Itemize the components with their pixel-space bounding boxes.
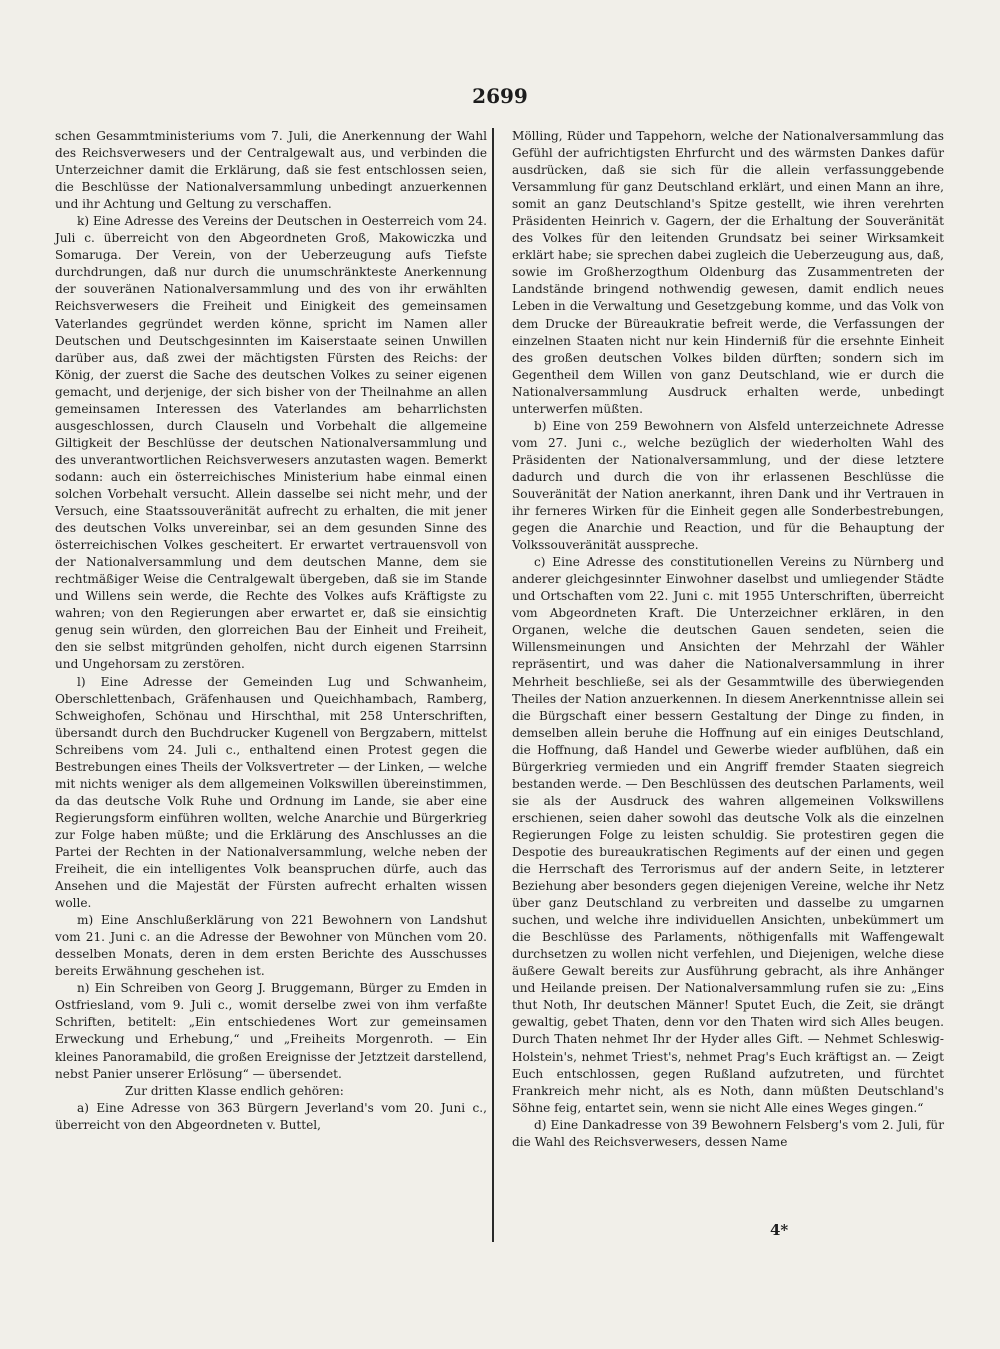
paragraph: c) Eine Adresse des constitutionellen Vereins zu Nürnberg und anderer gleichgesinnter Einwohner daselbst und umliegender Städte und Ortschaften vom 22. Juni c. mit 1955 Unterschriften, überreicht vom Abgeordneten Kraft. Die Unterzeichner erklären, in den Organen, welche die deutschen Gauen sendeten, seien die Willensmeinungen und Ansichten der Mehrzahl der Wähler repräsentirt, und was daher die Nationalversammlung in ihrer Mehrheit beschließe, sei als der Gesammtwille des überwiegenden Theiles der Nation anzuerkennen. In diesem Anerkenntnisse allein sei die Bürgschaft einer bessern Gestaltung der Dinge zu finden, in demselben allein beruhe die Hoffnung auf ein einiges Deutschland, die Hoffnung, daß Handel und Gewerbe wieder aufblühen, daß ein Bürgerkrieg vermieden und ein Angriff fremder Staaten siegreich bestanden werde. — Den Beschlüssen des deutschen Parlaments, weil sie als der Ausdruck des wahren allgemeinen Volkswillens erschienen, seien daher sowohl das deutsche Volk als die einzelnen Regierungen Folge zu leisten schuldig. Sie protestiren gegen die Despotie des bureaukratischen Regiments auf der einen und gegen die Herrschaft des Terrorismus auf der andern Seite, in letzterer Beziehung aber besonders gegen diejenigen Vereine, welche ihr Netz über ganz Deutschland zu verbreiten und dasselbe zu umgarnen suchen, und welche ihre individuellen Ansichten, unbekümmert um die Beschlüsse des Parlaments, nöthigenfalls mit Waffengewalt durchsetzen zu wollen nicht verfehlen, und Diejenigen, welche diese äußere Gewalt bereits zur Ausführung gebracht, als ihre Anhänger und Heilande preisen. Der Nationalversammlung rufen sie zu: „Eins thut Noth, Ihr deutschen Männer! Sputet Euch, die Zeit, sie drängt gewaltig, gebet Thaten, denn vor den Thaten wird sich Alles beugen. Durch Thaten nehmet Ihr der Hyder alles Gift. — Nehmet Schleswig-Holstein's, nehmet Triest's, nehmet Prag's Euch kräftigst an. — Zeigt Euch entschlossen, gegen Rußland aufzutreten, und fürchtet Frankreich mehr nicht, als es Noth, dann müßten Deutschland's Söhne feig, entartet sein, wenn sie nicht Alle eines Weges gingen.“ [512, 555, 944, 1115]
paragraph: a) Eine Adresse von 363 Bürgern Jeverland's vom 20. Juni c., überreicht von den Abgeordneten v. Buttel, [55, 1100, 487, 1132]
paragraph: k) Eine Adresse des Vereins der Deutschen in Oesterreich vom 24. Juli c. überreicht von den Abgeordneten Groß, Makowiczka und Somaruga. Der Verein, von der Ueberzeugung aufs Tiefste durchdrungen, daß nur durch die unumschränkteste Anerkennung der souveränen Nationalversammlung und des von ihr erwählten Reichsverwesers die Freiheit und Einigkeit des gemeinsamen Vaterlandes gegründet werden könne, spricht im Namen aller Deutschen und Deutschgesinnten im Kaiserstaate seinen Unwillen darüber aus, daß zwei der mächtigsten Fürsten des Reichs: der König, der zuerst die Sache des deutschen Volkes zu seiner eigenen gemacht, und derjenige, der sich bisher von der Theilnahme an allen gemeinsamen Interessen des Vaterlandes am beharrlichsten ausgeschlossen, durch Clauseln und Vorbehalt die allgemeine Giltigkeit der Beschlüsse der deutschen Nationalversammlung und des unverantwortlichen Reichsverwesers anzutasten wagen. Bemerkt sodann: auch ein österreichisches Ministerium habe einmal einen solchen Vorbehalt versucht. Allein dasselbe sei nicht mehr, und der Versuch, eine Staatssouveränität aufrecht zu erhalten, die mit jener des deutschen Volks unvereinbar, sei an dem gesunden Sinne des österreichischen Volkes gescheitert. Er erwartet vertrauensvoll von der Nationalversammlung und dem deutschen Manne, dem sie rechtmäßiger Weise die Centralgewalt übergeben, daß sie im Stande und Willens sein werde, die Rechte des Volkes aufs Kräftigste zu wahren; von den Regierungen aber erwartet er, daß sie einsichtig genug sein würden, den glorreichen Bau der Einheit und Freiheit, den sie selbst mitgründen geholfen, nicht durch eigenen Starrsinn und Ungehorsam zu zerstören. [55, 214, 487, 672]
paragraph: l) Eine Adresse der Gemeinden Lug und Schwanheim, Oberschlettenbach, Gräfenhausen und Queichhambach, Ramberg, Schweighofen, Schönau und Hirschthal, mit 258 Unterschriften, übersandt durch den Buchdrucker Kugenell von Bergzabern, mittelst Schreibens vom 24. Juli c., enthaltend einen Protest gegen die Bestrebungen eines Theils der Volksvertreter — der Linken, — welche mit nichts weniger als dem allgemeinen Volkswillen übereinstimmen, da das deutsche Volk Ruhe und Ordnung im Lande, sie aber eine Regierungsform einführen wollten, welche Anarchie und Bürgerkrieg zur Folge haben müßte; und die Erklärung des Anschlusses an die Partei der Rechten in der Nationalversammlung, welche neben der Freiheit, die ein intelligentes Volk beanspruchen dürfe, auch das Ansehen und die Majestät der Fürsten aufrecht erhalten wissen wolle. [55, 674, 487, 911]
paragraph: schen Gesammtministeriums vom 7. Juli, die Anerkennung der Wahl des Reichsverwesers und der Centralgewalt aus, und verbinden die Unterzeichner damit die Erklärung, daß sie fest entschlossen seien, die Beschlüsse der Nationalversammlung unbedingt anzuerkennen und ihr Achtung und Geltung zu verschaffen. [55, 129, 487, 212]
paragraph: Mölling, Rüder und Tappehorn, welche der Nationalversammlung das Gefühl der aufrichtigsten Ehrfurcht und des wärmsten Dankes dafür ausdrücken, daß sie sich für die allein verfassunggebende Versammlung für ganz Deutschland erklärt, und einen Mann an ihre, somit an ganz Deutschland's Spitze gestellt, wie ihren verehrten Präsidenten Heinrich v. Gagern, der die Erhaltung der Souveränität des Volkes für den leitenden Grundsatz bei seiner Wirksamkeit erklärt habe; sie sprechen dabei zugleich die Ueberzeugung aus, daß, sowie im Großherzogthum Oldenburg das Zusammentreten der Landstände bringend nothwendig gewesen, damit endlich neues Leben in die Verwaltung und Gesetzgebung komme, und das Volk von dem Drucke der Büreaukratie befreit werde, die Verfassungen der einzelnen Staaten nicht nur kein Hinderniß für die ersehnte Einheit des großen deutschen Volkes bilden dürften; sondern sich im Gegentheil dem Willen von ganz Deutschland, wie er durch die Nationalversammlung Ausdruck erhalten werde, unbedingt unterwerfen müßten. [512, 129, 944, 416]
page-number: 2699 [472, 84, 528, 108]
section-heading: Zur dritten Klasse endlich gehören: [125, 1083, 344, 1098]
right-column [512, 128, 944, 1151]
left-column [55, 128, 487, 1134]
paragraph: n) Ein Schreiben von Georg J. Bruggemann, Bürger zu Emden in Ostfriesland, vom 9. Juli c., womit derselbe zwei von ihm verfaßte Schriften, betitelt: „Ein entschiedenes Wort zur gemeinsamen Erweckung und Erhebung,“ und „Freiheits Morgenroth. — Ein kleines Panoramabild, die großen Ereignisse der Jetztzeit darstellend, nebst Panier unserer Erlösung“ — übersendet. [55, 981, 487, 1081]
paragraph: m) Eine Anschlußerklärung von 221 Bewohnern von Landshut vom 21. Juni c. an die Adresse der Bewohner von München vom 20. desselben Monats, deren in dem ersten Berichte des Ausschusses bereits Erwähnung geschehen ist. [55, 913, 487, 979]
paragraph: d) Eine Dankadresse von 39 Bewohnern Felsberg's vom 2. Juli, für die Wahl des Reichsverwesers, dessen Name [512, 1117, 944, 1149]
printer-signature-mark: 4* [770, 1221, 789, 1239]
column-divider [492, 128, 494, 1242]
paragraph: b) Eine von 259 Bewohnern von Alsfeld unterzeichnete Adresse vom 27. Juni c., welche bezüglich der wiederholten Wahl des Präsidenten der Nationalversammlung, und der diese letztere dadurch und durch die von ihr erlassenen Beschlüsse die Souveränität der Nation anerkannt, ihren Dank und ihr Vertrauen in ihr ferneres Wirken für die Einheit gegen alle Sonderbestrebungen, gegen die Anarchie und Reaction, und für die Behauptung der Volkssouveränität ausspreche. [512, 418, 944, 553]
